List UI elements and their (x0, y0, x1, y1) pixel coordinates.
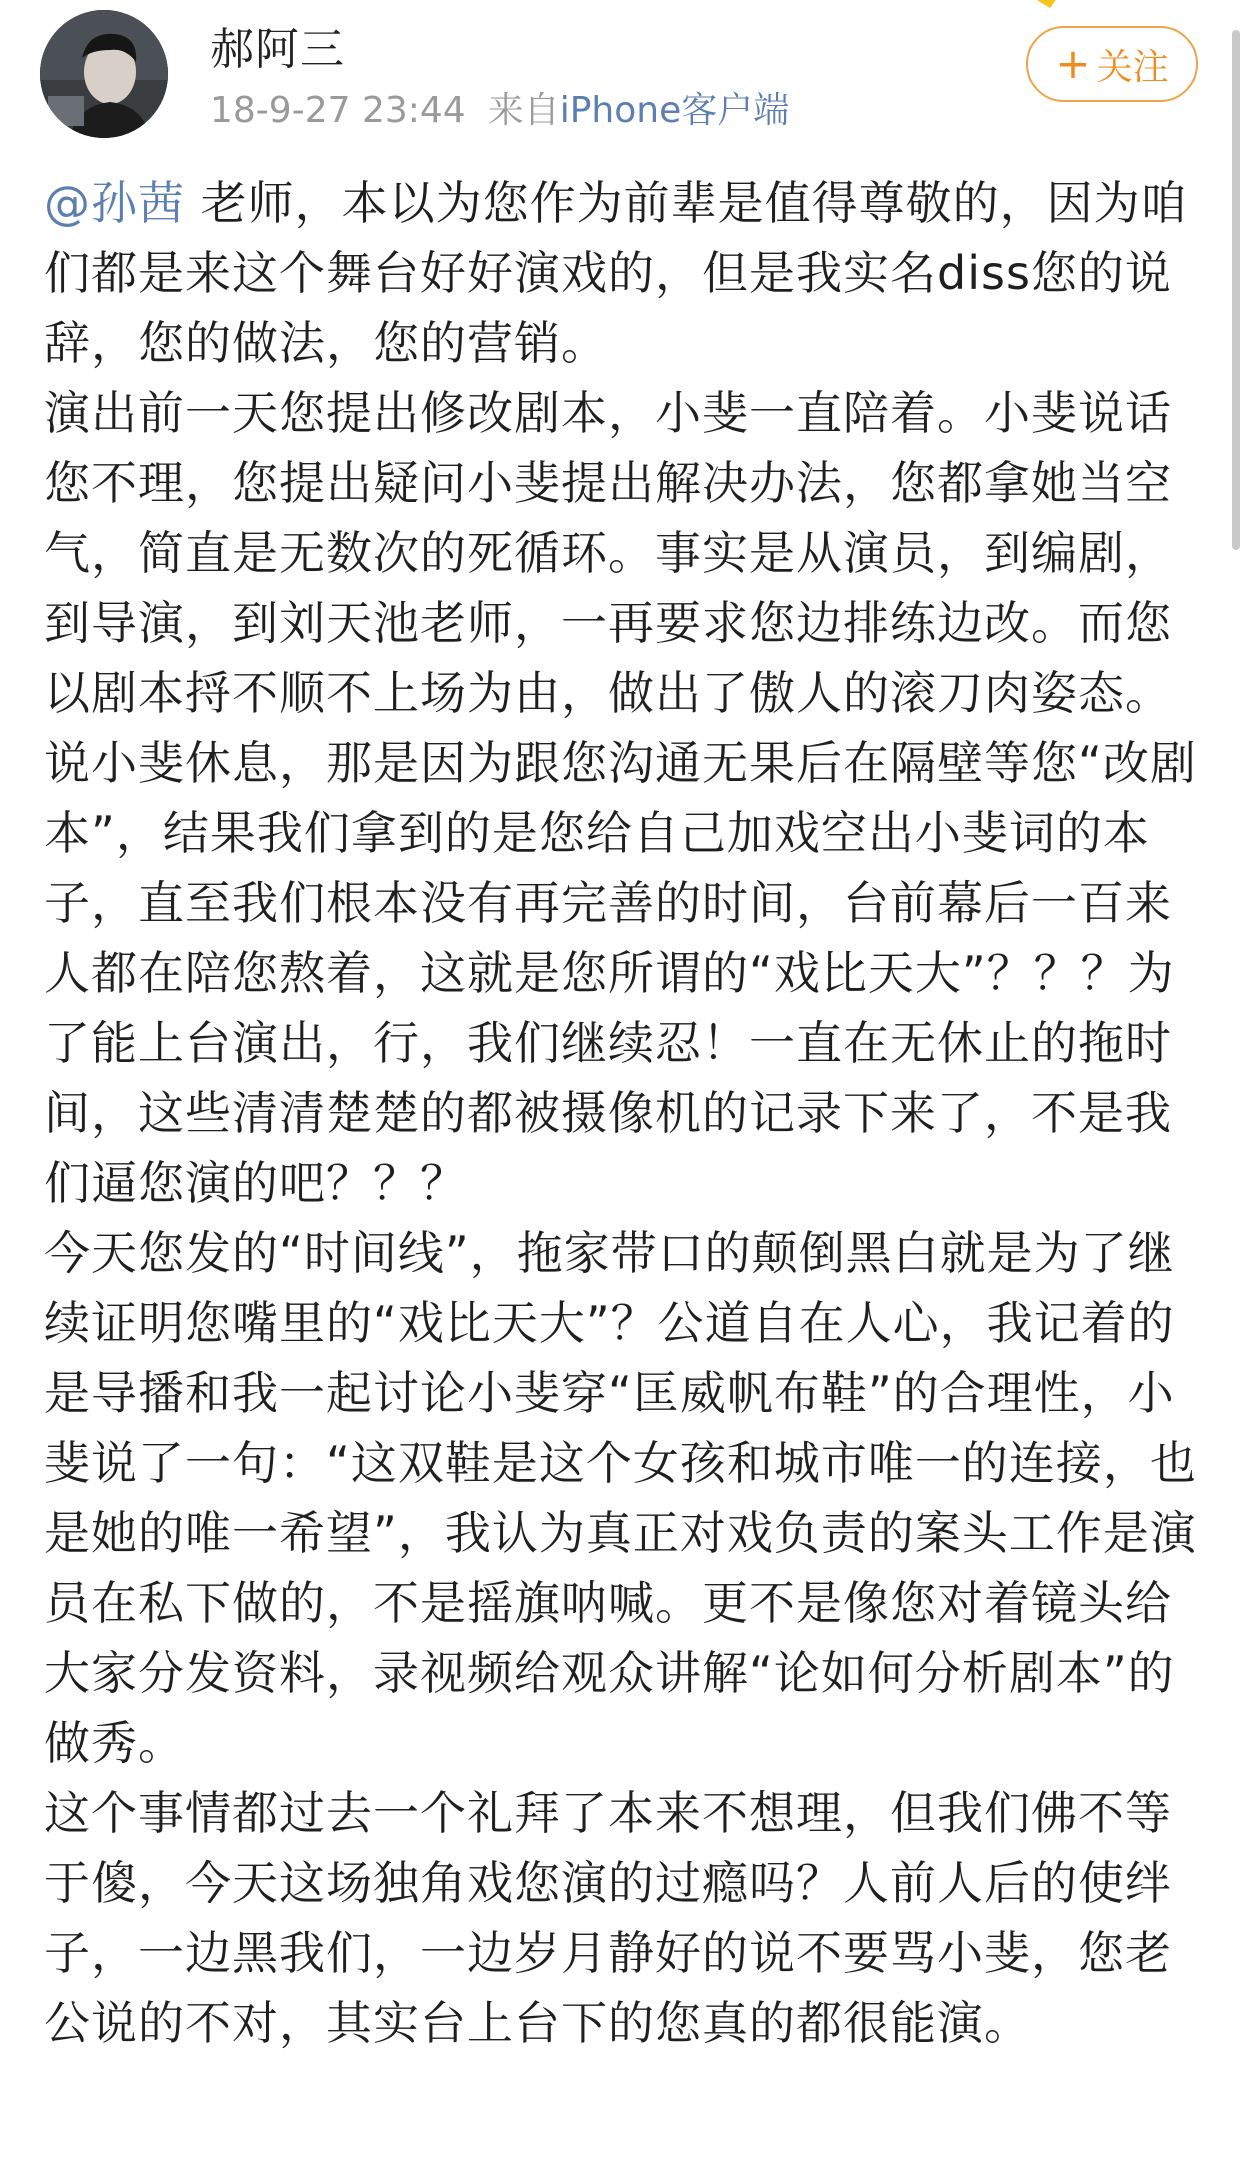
post-paragraph: 说小斐休息，那是因为跟您沟通无果后在隔壁等您“改剧本”，结果我们拿到的是您给自己加戏空出小斐词的本子，直至我们根本没有再完善的时间，台前幕后一百来人都在陪您熬着，这就是您所谓的“戏比天大”？？？为了能上台演出，行，我们继续忍！一直在无休止的拖时间，这些清清楚楚的都被摄像机的记录下来了，不是我们逼您演的吧？？？ (44, 736, 1197, 1210)
post-meta (210, 86, 789, 136)
follow-label: 关注 (1096, 46, 1169, 88)
post-paragraph: 今天您发的“时间线”，拖家带口的颠倒黑白就是为了继续证明您嘴里的“戏比天大”？公道自在人心，我记着的是导播和我一起讨论小斐穿“匡威帆布鞋”的合理性，小斐说了一句：“这双鞋是这个女孩和城市唯一的连接，也是她的唯一希望”，我认为真正对戏负责的案头工作是演员在私下做的，不是摇旗呐喊。更不是像您对着镜头给大家分发资料，录视频给观众讲解“论如何分析剧本”的做秀。 (44, 1226, 1197, 1770)
post-paragraph (44, 168, 1204, 378)
source-prefix: 来自 (487, 90, 560, 131)
user-avatar[interactable] (40, 10, 168, 138)
post-body (44, 168, 1204, 2058)
username[interactable]: 郝阿三 (210, 24, 345, 75)
post-paragraph: 这个事情都过去一个礼拜了本来不想理，但我们佛不等于傻，今天这场独角戏您演的过瘾吗？人前人后的使绊子，一边黑我们，一边岁月静好的说不要骂小斐，您老公说的不对，其实台上台下的您真的都很能演。 (44, 1786, 1172, 2050)
follow-button[interactable] (1026, 26, 1198, 102)
badge-corner-icon (1010, 0, 1070, 10)
paragraph-text: 老师，本以为您作为前辈是值得尊敬的，因为咱们都是来这个舞台好好演戏的，但是我实名diss您的说辞，您的做法，您的营销。 (44, 176, 1188, 370)
mention-link[interactable]: @孙茜 (44, 176, 185, 230)
post-header (0, 0, 1242, 160)
source-device[interactable]: iPhone客户端 (559, 90, 790, 131)
plus-icon: + (1055, 39, 1091, 88)
avatar-image (40, 10, 168, 138)
scrollbar[interactable] (1232, 30, 1240, 550)
timestamp: 18-9-27 23:44 (210, 90, 466, 131)
post-paragraph: 演出前一天您提出修改剧本，小斐一直陪着。小斐说话您不理，您提出疑问小斐提出解决办法，您都拿她当空气，简直是无数次的死循环。事实是从演员，到编剧，到导演，到刘天池老师，一再要求您边排练边改。而您以剧本捋不顺不上场为由，做出了傲人的滚刀肉姿态。 (44, 386, 1172, 720)
